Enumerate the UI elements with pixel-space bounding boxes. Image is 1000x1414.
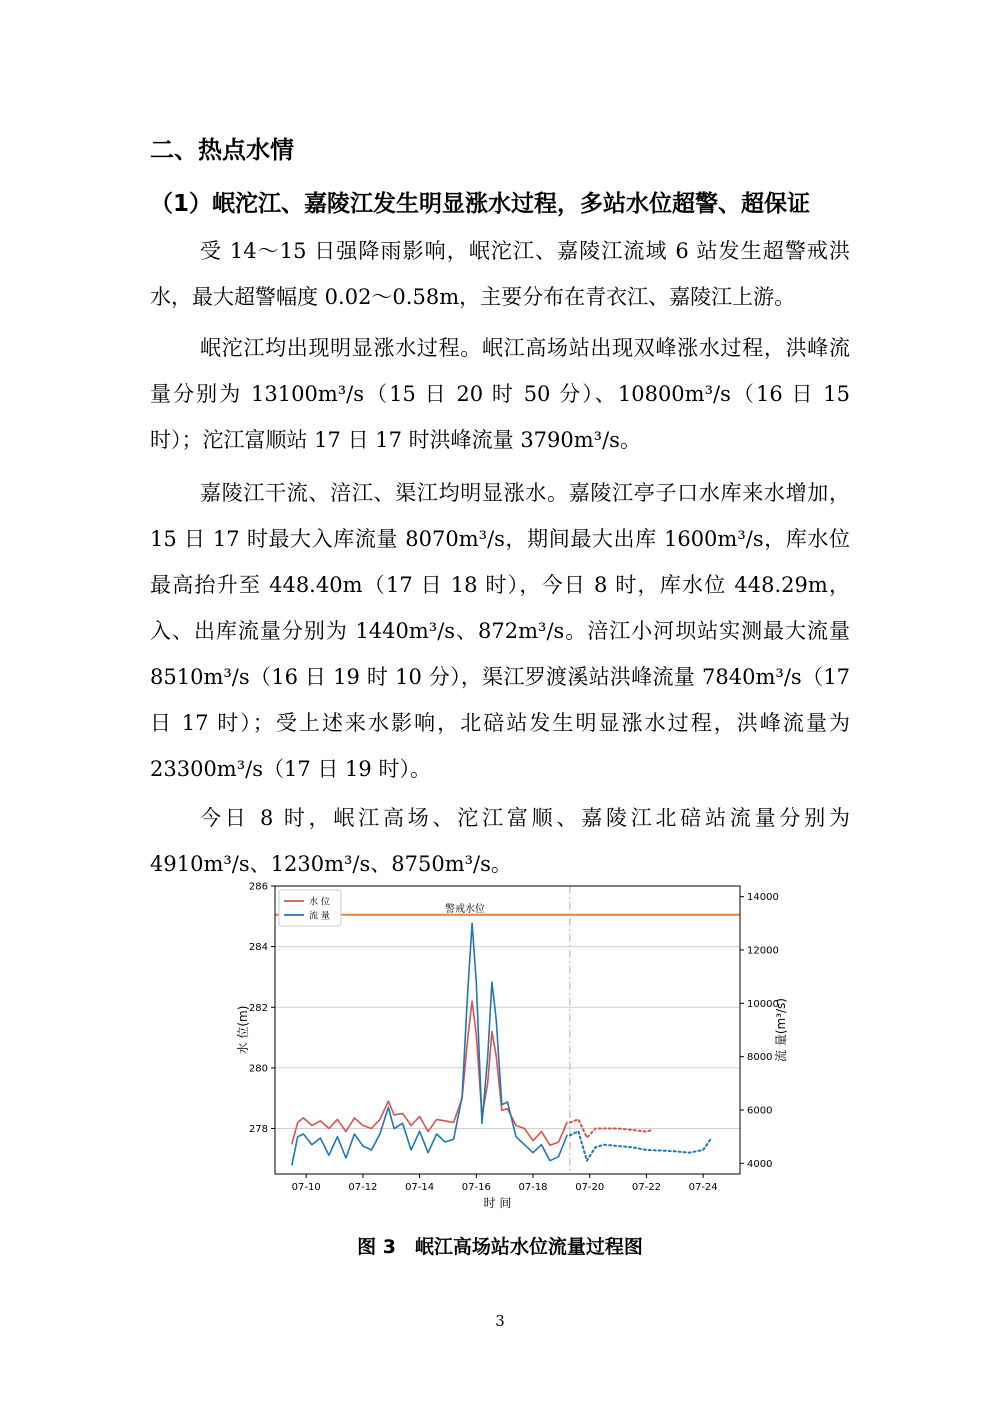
- x-tick-label: 07-10: [291, 1182, 321, 1193]
- left-tick-label: 282: [248, 1002, 268, 1014]
- right-tick-label: 12000: [747, 945, 779, 957]
- series-line-3: [570, 1131, 712, 1160]
- section-title: 二、热点水情: [150, 136, 294, 164]
- figure-caption: 图 3 岷江高场站水位流量过程图: [357, 1236, 643, 1258]
- subsection-title: （1）岷沱江、嘉陵江发生明显涨水过程，多站水位超警、超保证: [150, 191, 811, 217]
- right-tick-label: 6000: [747, 1105, 773, 1117]
- x-tick-label: 07-18: [518, 1182, 548, 1193]
- right-tick-label: 8000: [747, 1052, 773, 1064]
- x-tick-label: 07-20: [575, 1182, 605, 1193]
- right-tick-label: 14000: [747, 892, 779, 904]
- right-tick-label: 10000: [747, 998, 779, 1010]
- legend-label: 流 量: [309, 911, 330, 922]
- left-tick-label: 278: [248, 1124, 268, 1136]
- y-left-axis-label: 水 位(m): [236, 1005, 250, 1055]
- x-tick-label: 07-14: [405, 1182, 435, 1193]
- x-tick-label: 07-22: [631, 1182, 661, 1193]
- paragraph-jialingjiang: 嘉陵江干流、涪江、渠江均明显涨水。嘉陵江亭子口水库来水增加，15 日 17 时最大入库流量 8070m³/s，期间最大出库 1600m³/s，库水位最高抬升至 448.40m（17 日 18 时），今日 8 时，库水位 448.29m，入、出库流量分别为 1440m³/s、872m³/s。涪江小河坝站实测最大流量 8510m³/s（16 日 19 时 10 分），渠江罗渡溪站洪峰流量 7840m³/s（17 日 17 时）；受上述来水影响，北碚站发生明显涨水过程，洪峰流量为 23300m³/s（17 日 19 时）。: [150, 481, 850, 781]
- x-axis-label: 时 间: [483, 1196, 512, 1210]
- page-number: 3: [495, 1312, 505, 1330]
- x-tick-label: 07-12: [348, 1182, 378, 1193]
- x-tick-label: 07-24: [688, 1182, 718, 1193]
- y-right-axis-label: 流 量(m³/s): [774, 998, 788, 1062]
- right-tick-label: 4000: [747, 1158, 773, 1170]
- warning-line-label: 警戒水位: [444, 903, 485, 915]
- legend-label: 水 位: [309, 897, 330, 908]
- paragraph-rainfall: 受 14～15 日强降雨影响，岷沱江、嘉陵江流域 6 站发生超警戒洪水，最大超警幅度 0.02～0.58m，主要分布在青衣江、嘉陵江上游。: [150, 239, 850, 309]
- left-tick-label: 286: [248, 881, 268, 893]
- water-level-flow-chart: [225, 878, 795, 1213]
- series-line-0: [292, 1001, 567, 1145]
- paragraph-minjiang: 岷沱江均出现明显涨水过程。岷江高场站出现双峰涨水过程，洪峰流量分别为 13100m³/s（15 日 20 时 50 分）、10800m³/s（16 日 15 时）；沱江富顺站 17 日 17 时洪峰流量 3790m³/s。: [150, 336, 850, 452]
- left-tick-label: 284: [248, 942, 268, 954]
- x-tick-label: 07-16: [461, 1182, 491, 1193]
- paragraph-today: 今日 8 时，岷江高场、沱江富顺、嘉陵江北碚站流量分别为 4910m³/s、1230m³/s、8750m³/s。: [150, 806, 850, 876]
- left-tick-label: 280: [248, 1063, 268, 1075]
